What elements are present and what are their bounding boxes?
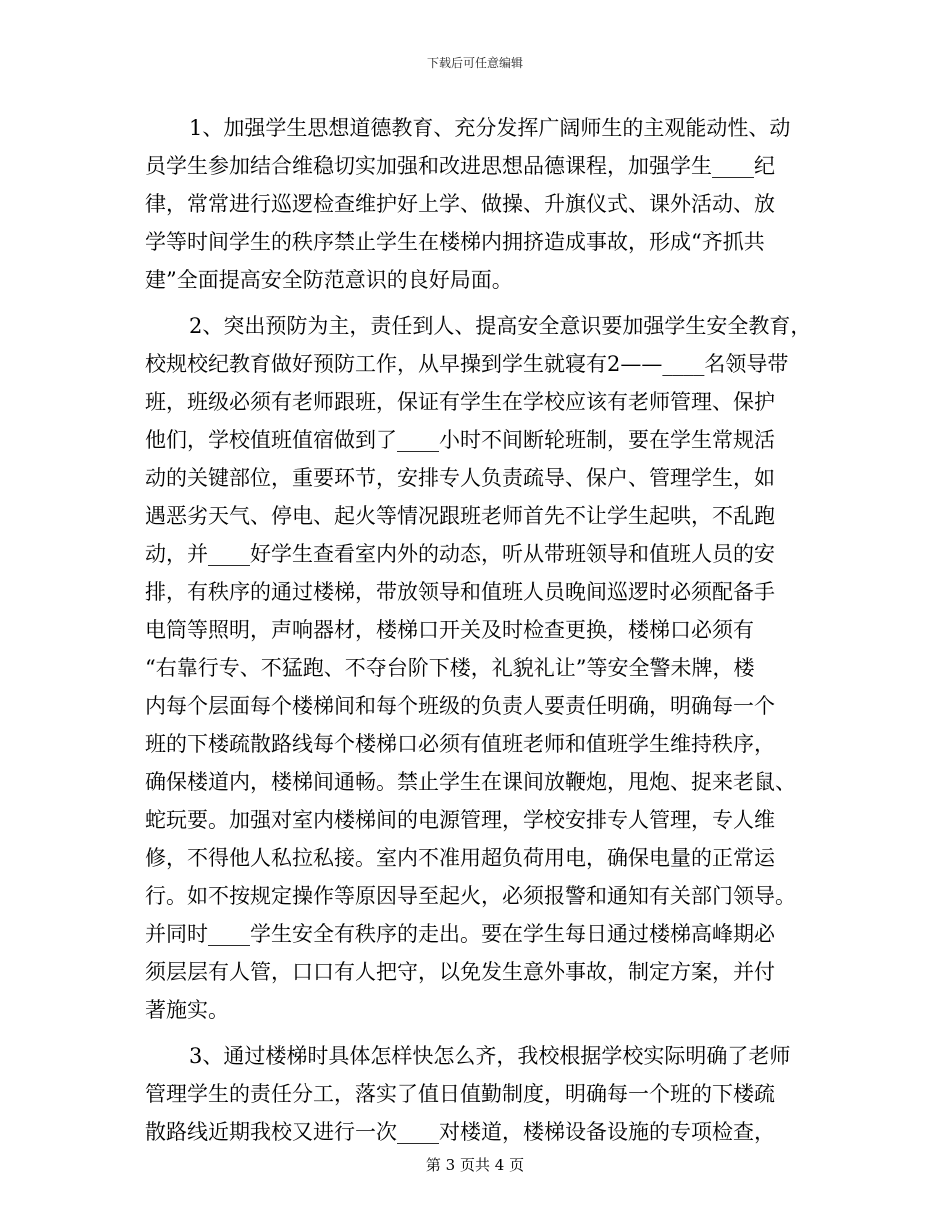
paragraph-2-line-10: “右靠行专、不猛跑、不夺台阶下楼，礼貌礼让”等安全警未牌，楼 <box>145 656 755 680</box>
paragraph-2-line-15: 修，不得他人私拉私接。室内不准用超负荷用电，确保电量的正常运 <box>145 846 775 870</box>
paragraph-2-line-8: 排，有秩序的通过楼梯，带放领导和值班人员晚间巡逻时必须配备手 <box>145 580 775 604</box>
paragraph-2-line-17: 并同时____学生安全有秩序的走出。要在学生每日通过楼梯高峰期必 <box>145 922 775 946</box>
paragraph-1-line-1: 1、加强学生思想道德教育、充分发挥广阔师生的主观能动性、动 <box>189 116 791 140</box>
paragraph-2-line-5: 动的关键部位，重要环节，安排专人负责疏导、保户、管理学生，如 <box>145 466 775 490</box>
document-body <box>145 109 825 1151</box>
paragraph-2-line-19: 著施实。 <box>145 998 229 1022</box>
paragraph-2-line-12: 班的下楼疏散路线每个楼梯口必须有值班老师和值班学生维持秩序， <box>145 732 775 756</box>
paragraph-1-line-2: 员学生参加结合维稳切实加强和改进思想品德课程，加强学生____纪 <box>145 154 775 178</box>
paragraph-2-line-9: 电筒等照明，声响器材，楼梯口开关及时检查更换，楼梯口必须有 <box>145 618 754 642</box>
paragraph-1-line-4: 学等时间学生的秩序禁止学生在楼梯内拥挤造成事故，形成“齐抓共 <box>145 230 765 254</box>
paragraph-2-line-14: 蛇玩要。加强对室内楼梯间的电源管理，学校安排专人管理，专人维 <box>145 808 775 832</box>
page-footer: 第 3 页共 4 页 <box>425 1156 525 1174</box>
paragraph-1-line-5: 建”全面提高安全防范意识的良好局面。 <box>145 268 513 292</box>
paragraph-3-line-2: 管理学生的责任分工，落实了值日值勤制度，明确每一个班的下楼疏 <box>145 1082 775 1106</box>
paragraph-2-line-13: 确保楼道内，楼梯间通畅。禁止学生在课间放鞭炮，甩炮、捉来老鼠、 <box>145 770 796 794</box>
page-header: 下载后可任意编辑 <box>426 56 523 70</box>
paragraph-2-line-2: 校规校纪教育做好预防工作，从早操到学生就寝有2——____名领导带 <box>145 352 789 376</box>
paragraph-2-line-6: 遇恶劣天气、停电、起火等情况跟班老师首先不让学生起哄，不乱跑 <box>145 504 775 528</box>
paragraph-3-line-1: 3、通过楼梯时具体怎样快怎么齐，我校根据学校实际明确了老师 <box>189 1044 791 1068</box>
paragraph-2-line-16: 行。如不按规定操作等原因导至起火，必须报警和通知有关部门领导。 <box>145 884 796 908</box>
paragraph-2-line-11: 内每个层面每个楼梯间和每个班级的负责人要责任明确，明确每一个 <box>145 694 775 718</box>
paragraph-2-line-3: 班，班级必须有老师跟班，保证有学生在学校应该有老师管理、保护 <box>145 390 775 414</box>
paragraph-3-line-3: 散路线近期我校又进行一次____对楼道，楼梯设备设施的专项检查， <box>145 1120 775 1144</box>
paragraph-1-line-3: 律，常常进行巡逻检查维护好上学、做操、升旗仪式、课外活动、放 <box>145 192 775 216</box>
paragraph-2-line-18: 须层层有人管，口口有人把守，以免发生意外事故，制定方案，并付 <box>145 960 775 984</box>
paragraph-2-line-1: 2、突出预防为主，责任到人、提高安全意识要加强学生安全教育， <box>189 314 812 338</box>
paragraph-2-line-7: 动，并____好学生查看室内外的动态，听从带班领导和值班人员的安 <box>145 542 775 566</box>
paragraph-2-line-4: 他们，学校值班值宿做到了____小时不间断轮班制，要在学生常规活 <box>145 428 775 452</box>
